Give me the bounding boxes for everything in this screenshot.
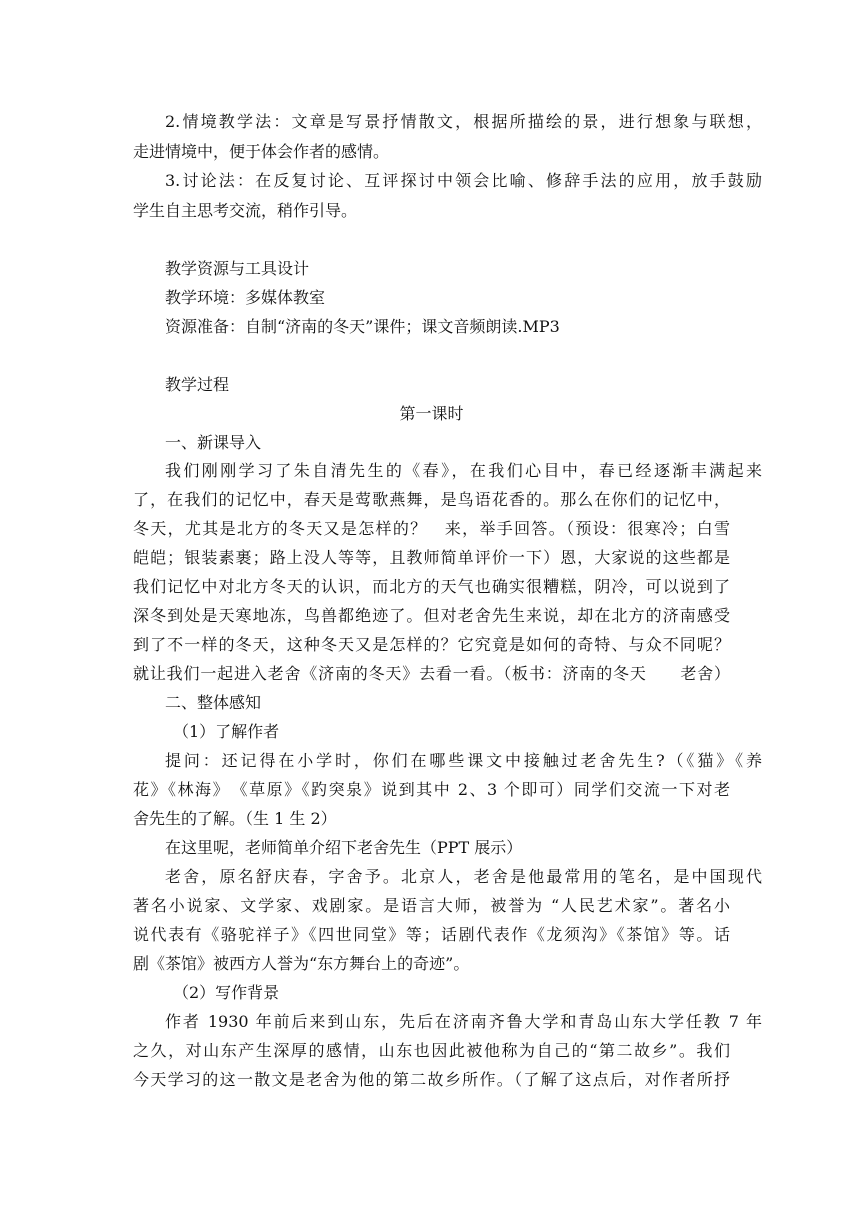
paragraph-line: 说代表有《骆驼祥子》《四世同堂》等；话剧代表作《龙须沟》《茶馆》等。话 <box>133 925 730 944</box>
paragraph-line: 之久，对山东产生深厚的感情，山东也因此被他称为自己的“第二故乡”。我们 <box>133 1041 730 1060</box>
paragraph-line: 了，在我们的记忆中，春天是莺歌燕舞，是鸟语花香的。那么在你们的记忆中， <box>133 490 730 509</box>
section-heading: 二、整体感知 <box>165 693 262 712</box>
paragraph-line: 深冬到处是天寒地冻，鸟兽都绝迹了。但对老舍先生来说，却在北方的济南感受 <box>133 606 730 625</box>
subsection-heading: （2）写作背景 <box>173 983 280 1002</box>
paragraph-line: 今天学习的这一散文是老舍为他的第二故乡所作。（了解了这点后，对作者所抒 <box>133 1070 730 1089</box>
paragraph-line: 作者 1930 年前后来到山东，先后在济南齐鲁大学和青岛山东大学任教 7 年 <box>165 1012 762 1031</box>
paragraph-line: 我们刚刚学习了朱自清先生的《春》，在我们心目中，春已经逐渐丰满起来 <box>165 461 762 480</box>
subsection-heading: （1）了解作者 <box>173 722 280 741</box>
paragraph-line: 教学环境：多媒体教室 <box>165 288 326 307</box>
section-heading: 一、新课导入 <box>165 433 262 452</box>
lesson-title: 第一课时 <box>399 404 464 423</box>
paragraph-line: 舍先生的了解。（生 1 生 2） <box>133 809 337 828</box>
paragraph-line: 在这里呢，老师简单介绍下老舍先生（PPT 展示） <box>165 838 523 857</box>
paragraph-line: 走进情境中，便于体会作者的感情。 <box>133 142 390 161</box>
section-heading: 教学资源与工具设计 <box>165 259 310 278</box>
paragraph-line: 资源准备：自制“济南的冬天”课件；课文音频朗读.MP3 <box>165 317 560 336</box>
paragraph-line: 到了不一样的冬天，这种冬天又是怎样的？它究竟是如何的奇特、与众不同呢？ <box>133 635 730 654</box>
paragraph-line: 学生自主思考交流，稍作引导。 <box>133 201 358 220</box>
section-heading: 教学过程 <box>165 375 230 394</box>
paragraph-line: 皑皑；银装素裹；路上没人等等，且教师简单评价一下）恩，大家说的这些都是 <box>133 548 730 567</box>
paragraph-line: 花》《林海》 《草原》《趵突泉》说到其中 2、3 个即可）同学们交流一下对老 <box>133 780 730 799</box>
paragraph-line: 老舍，原名舒庆春，字舍予。北京人，老舍是他最常用的笔名，是中国现代 <box>165 867 762 886</box>
paragraph-line: 剧《茶馆》被西方人誉为“东方舞台上的奇迹”。 <box>133 954 470 973</box>
paragraph-line: 就让我们一起进入老舍《济南的冬天》去看一看。（板书：济南的冬天 老舍） <box>133 664 730 683</box>
paragraph-line: 冬天，尤其是北方的冬天又是怎样的？ 来，举手回答。（预设：很寒冷；白雪 <box>133 519 730 538</box>
paragraph-line: 2.情境教学法：文章是写景抒情散文，根据所描绘的景，进行想象与联想， <box>165 112 762 131</box>
paragraph-line: 提问：还记得在小学时，你们在哪些课文中接触过老舍先生?（《猫》《养 <box>165 751 762 770</box>
paragraph-line: 我们记忆中对北方冬天的认识，而北方的天气也确实很糟糕，阴冷，可以说到了 <box>133 577 730 596</box>
paragraph-line: 3.讨论法：在反复讨论、互评探讨中领会比喻、修辞手法的应用，放手鼓励 <box>165 171 762 190</box>
paragraph-line: 著名小说家、文学家、戏剧家。是语言大师，被誉为 “人民艺术家”。著名小 <box>133 896 730 915</box>
